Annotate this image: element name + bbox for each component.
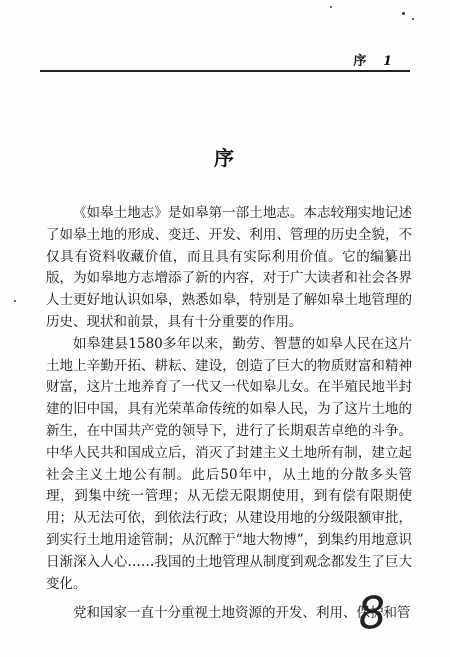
handwritten-mark: 8 [355,586,389,641]
body-text [46,203,412,625]
paragraph-2: 如皋建县1580多年以来，勤劳、智慧的如皋人民在这片土地上辛勤开拓、耕耘、建设，创造了巨大的物质财富和精神财富，这片土地养育了一代又一代如皋儿女。在半殖民地半封建的旧中国，具有光荣革命传统的如皋人民，为了这片土地的新生，在中国共产党的领导下，进行了长期艰苦卓绝的斗争。中华人民共和国成立后，消灭了封建主义土地所有制，建立起社会主义土地公有制。此后50年中，从土地的分散多头管理，到集中统一管理；从无偿无限期使用，到有偿有限期使用；从无法可依，到依法行政；从建设用地的分级限额审批，到实行土地用途管制；从沉醉于“地大物博”，到集约用地意识日渐深入人心……我国的土地管理从制度到观念都发生了巨大变化。 [46,335,412,592]
header-rule [40,70,410,72]
paragraph-1: 《如皋土地志》是如皋第一部土地志。本志较翔实地记述了如皋土地的形成、变迁、开发、利用、管理的历史全貌，不仅具有资料收藏价值，而且具有实际利用价值。它的编纂出版，为如皋地方志增添了新的内容，对于广大读者和社会各界人士更好地认识如皋，熟悉如皋，特别是了解如皋土地管理的历史、现状和前景，具有十分重要的作用。 [46,205,412,330]
page-number: 1 [382,54,392,69]
paragraph-3: 党和国家一直十分重视土地资源的开发、利用、保护和管 [73,605,411,622]
running-header [353,50,392,69]
running-header-section: 序 [353,54,373,69]
page-title: 序 [214,146,236,170]
